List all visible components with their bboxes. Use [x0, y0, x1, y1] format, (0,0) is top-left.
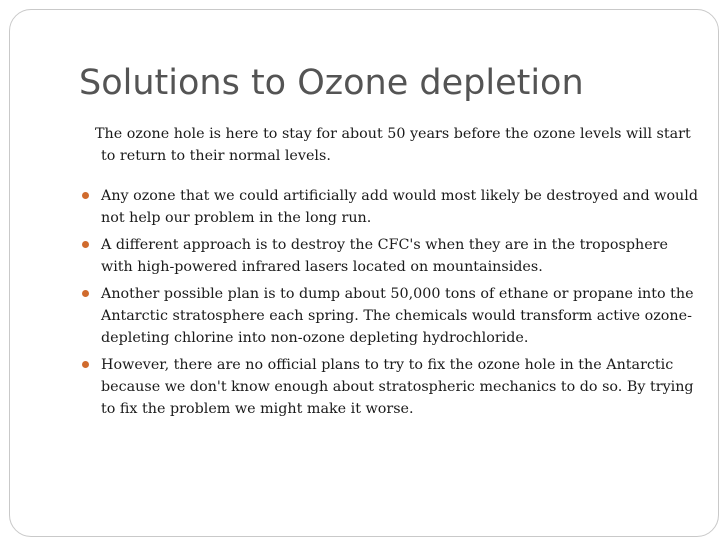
bullet-text: However, there are no official plans to try to fix the ozone hole in the Antarctic because we don't know enough about stratospheric mechanics to do so. By trying to fix the problem we might make it worse. [101, 357, 694, 417]
bullet-item [80, 234, 700, 278]
intro-paragraph: The ozone hole is here to stay for about 50 years before the ozone levels will start to return to their normal levels. [95, 126, 691, 164]
bullet-text: Any ozone that we could artificially add would most likely be destroyed and would not help our problem in the long run. [101, 188, 698, 226]
bullet-dot-icon [82, 290, 89, 297]
bullet-text: Another possible plan is to dump about 50,000 tons of ethane or propane into the Antarctic stratosphere each spring. The chemicals would transform active ozone-depleting chlorine into non-ozone depleting hydrochloride. [101, 286, 694, 346]
bullet-text: A different approach is to destroy the CFC's when they are in the troposphere with high-powered infrared lasers located on mountainsides. [101, 237, 668, 275]
bullet-list [80, 185, 700, 420]
slide-title: Solutions to Ozone depletion [79, 63, 584, 103]
slide-body [80, 123, 700, 425]
bullet-dot-icon [82, 192, 89, 199]
bullet-item [80, 185, 700, 229]
bullet-dot-icon [82, 241, 89, 248]
bullet-item [80, 354, 700, 420]
bullet-item [80, 283, 700, 349]
bullet-dot-icon [82, 361, 89, 368]
